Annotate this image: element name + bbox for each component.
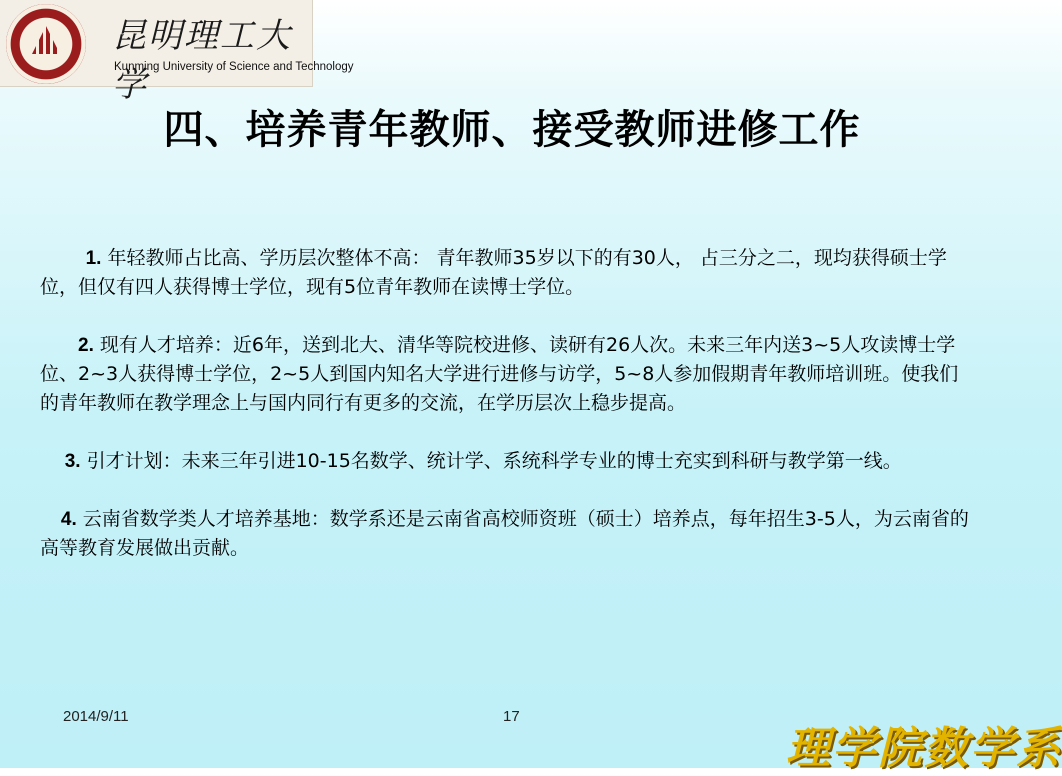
paragraph-number: 4. — [60, 509, 77, 530]
university-seal-icon — [6, 4, 86, 84]
paragraph-1 — [40, 244, 972, 302]
paragraph-3 — [40, 447, 972, 476]
paragraph-4 — [40, 505, 972, 563]
paragraph-2 — [40, 331, 972, 418]
paragraph-number: 1. — [85, 248, 102, 269]
university-name-en: Kunming University of Science and Technology — [114, 61, 354, 73]
paragraph-text: 年轻教师占比高、学历层次整体不高： 青年教师35岁以下的有30人， 占三分之二，现均获得硕士学位，但仅有四人获得博士学位，现有5位青年教师在读博士学位。 — [40, 247, 947, 298]
paragraph-number: 2. — [78, 335, 94, 356]
slide-date: 2014/9/11 — [63, 708, 129, 725]
university-name-cn: 昆明理工大学 — [112, 16, 292, 105]
paragraph-text: 现有人才培养：近6年，送到北大、清华等院校进修、读研有26人次。未来三年内送3~5人攻读博士学位、2~3人获得博士学位，2~5人到国内知名大学进行进修与访学，5~8人参加假期青年教师培训班。使我们的青年教师在教学理念上与国内同行有更多的交流，在学历层次上稳步提高。 — [40, 334, 959, 414]
paragraph-text: 引才计划：未来三年引进10-15名数学、统计学、系统科学专业的博士充实到科研与教学第一线。 — [86, 450, 902, 472]
slide-page-number: 17 — [503, 708, 520, 725]
paragraph-number: 3. — [64, 451, 81, 472]
slide-title: 四、培养青年教师、接受教师进修工作 — [163, 106, 861, 153]
university-logo — [0, 0, 354, 105]
slide-body — [40, 244, 972, 592]
paragraph-text: 云南省数学类人才培养基地：数学系还是云南省高校师资班（硕士）培养点，每年招生3-5人，为云南省的高等教育发展做出贡献。 — [40, 508, 969, 559]
department-watermark: 理学院数学系 — [786, 723, 1062, 774]
